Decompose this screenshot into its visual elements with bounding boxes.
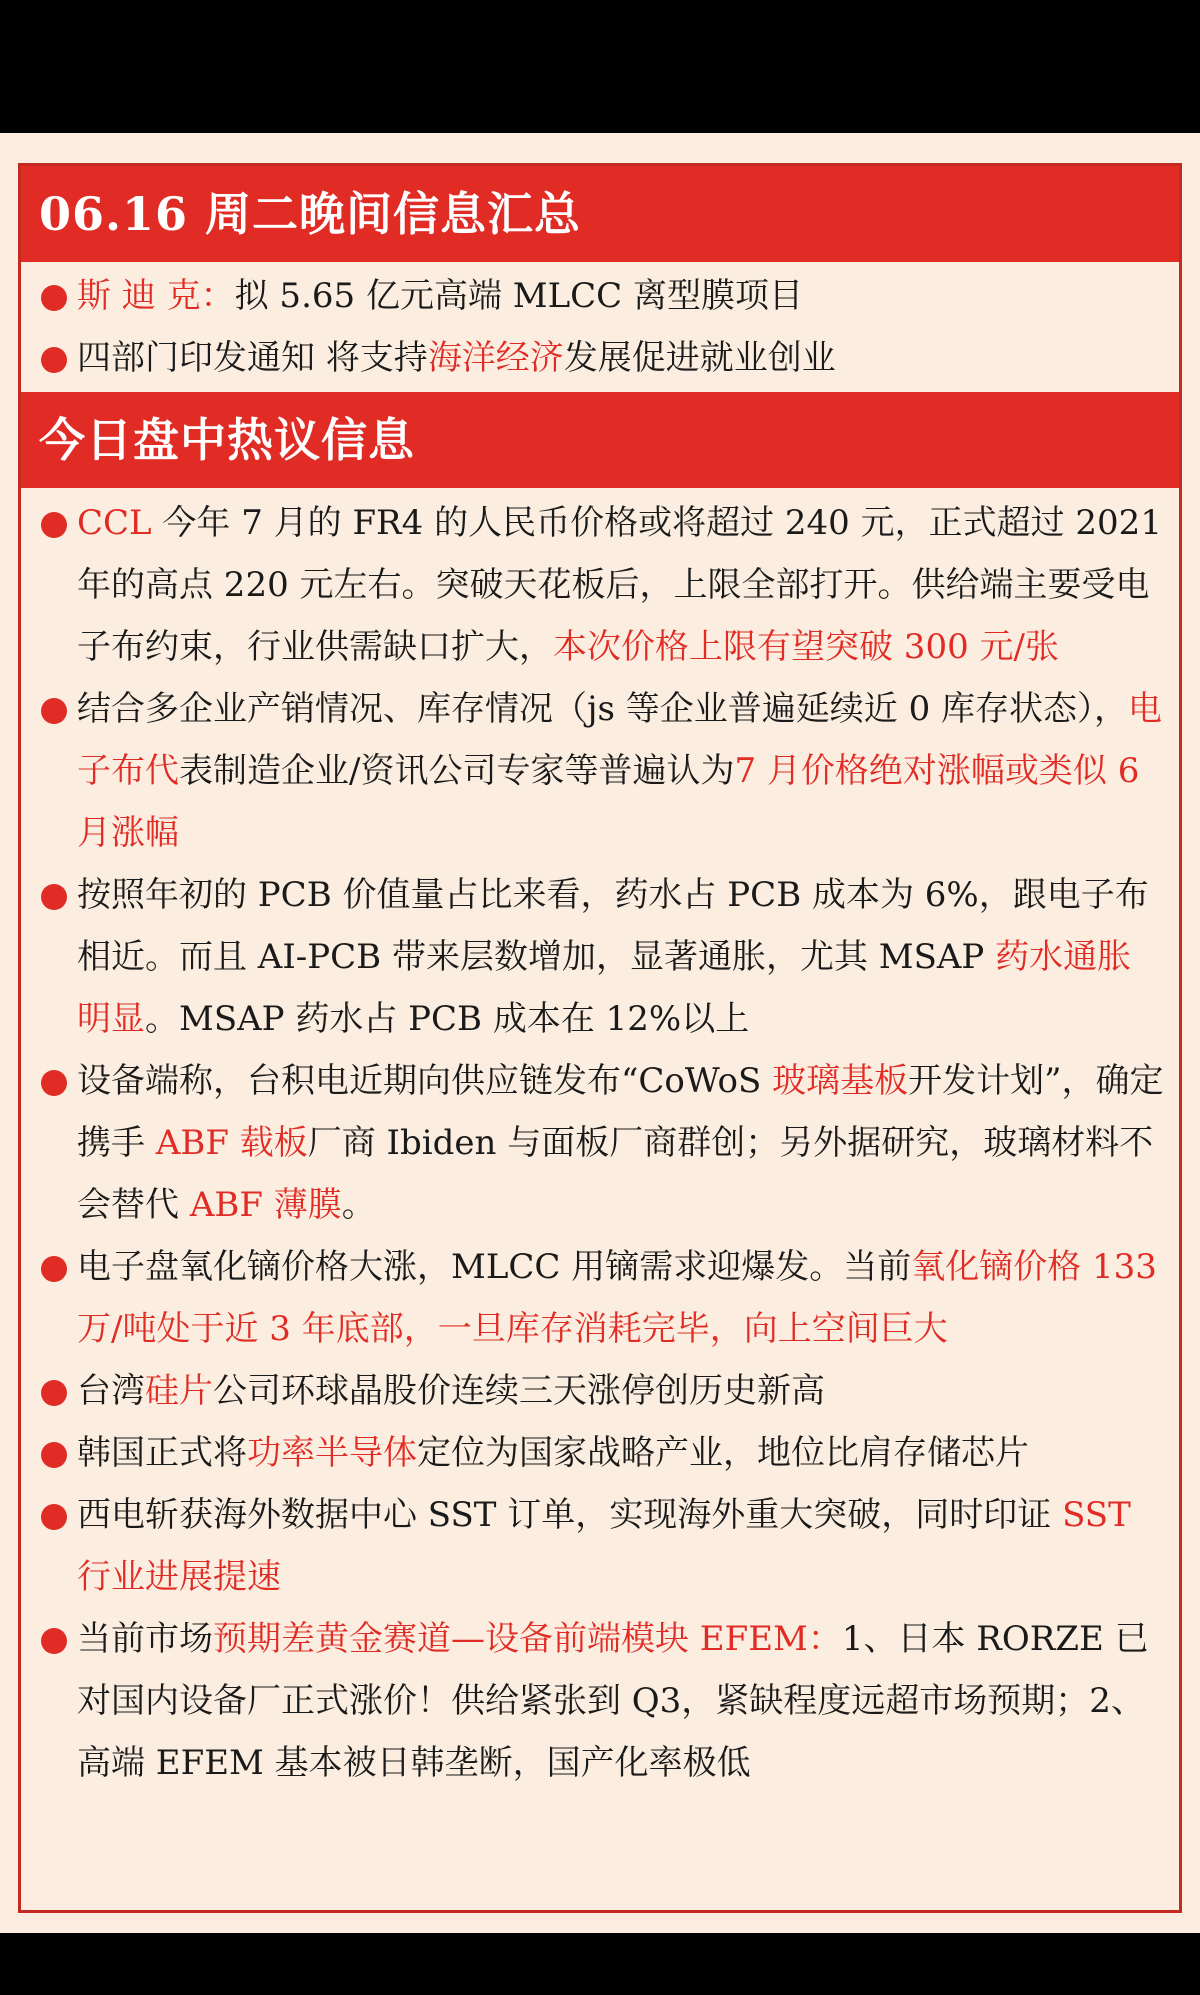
bullet-icon — [41, 1380, 67, 1406]
item-text: 。MSAP 药水占 PCB 成本在 12%以上 — [145, 999, 750, 1039]
item-text: 公司环球晶股价连续三天涨停创历史新高 — [213, 1371, 825, 1411]
company-label: 斯 迪 克： — [77, 276, 235, 316]
highlight-text: 本次价格上限有望突破 300 元/张 — [553, 627, 1059, 667]
list-item — [21, 1484, 1179, 1608]
item-text: 结合多企业产销情况、库存情况（js 等企业普遍延续近 0 库存状态）， — [77, 689, 1129, 729]
bullet-icon — [41, 1256, 67, 1282]
item-text: 厂商 Ibiden 与面板厂商群创；另外据研究，玻璃材料不会替代 — [77, 1123, 1154, 1225]
item-text: 开发计划”，确定携手 — [77, 1061, 1164, 1163]
item-text: 拟 5.65 亿元高端 MLCC 离型膜项目 — [234, 276, 803, 316]
list-item — [21, 1422, 1179, 1484]
list-item — [21, 327, 1179, 389]
item-text: 四部门印发通知 将支持 — [77, 338, 428, 378]
item-text: 当前市场 — [77, 1619, 213, 1659]
list-item — [21, 1236, 1179, 1360]
highlight-text: 预期差黄金赛道—设备前端模块 EFEM： — [213, 1619, 842, 1659]
bullet-icon — [41, 1070, 67, 1096]
item-text: 韩国正式将 — [77, 1433, 247, 1473]
item-text: 定位为国家战略产业，地位比肩存储芯片 — [417, 1433, 1029, 1473]
highlight-text: 功率半导体 — [247, 1433, 417, 1473]
bullet-icon — [41, 285, 67, 311]
list-item — [21, 678, 1179, 864]
item-text: 设备端称，台积电近期向供应链发布“CoWoS — [77, 1061, 773, 1101]
list-item — [21, 864, 1179, 1050]
section-title-evening-summary: 06.16 周二晚间信息汇总 — [21, 166, 1179, 262]
item-text: 。 — [341, 1185, 376, 1225]
list-item — [21, 1360, 1179, 1422]
hot-topics-list — [21, 488, 1179, 1794]
highlight-text: 7 月价格绝对涨幅或类似 6 月涨幅 — [77, 751, 1140, 853]
list-item — [21, 1050, 1179, 1236]
list-item — [21, 1608, 1179, 1794]
bullet-icon — [41, 1442, 67, 1468]
item-text: 西电斩获海外数据中心 SST 订单，实现海外重大突破，同时印证 — [77, 1495, 1063, 1535]
highlight-text: ABF 薄膜 — [189, 1185, 342, 1225]
highlight-text: 玻璃基板 — [772, 1061, 909, 1101]
highlight-text: 电子布代 — [77, 689, 1163, 791]
bullet-icon — [41, 1628, 67, 1654]
bullet-icon — [41, 1504, 67, 1530]
bullet-icon — [41, 698, 67, 724]
item-text: 按照年初的 PCB 价值量占比来看，药水占 PCB 成本为 6%，跟电子布相近。而且 AI-PCB 带来层数增加，显著通胀，尤其 MSAP — [77, 875, 1149, 977]
highlight-text: 海洋经济 — [427, 338, 564, 378]
item-text: 表制造企业/资讯公司专家等普遍认为 — [179, 751, 735, 791]
content-frame — [18, 163, 1182, 1913]
highlight-text: ABF 载板 — [155, 1123, 308, 1163]
highlight-text: 氧化镝价格 133 万/吨处于近 3 年底部，一旦库存消耗完毕，向上空间巨大 — [77, 1247, 1157, 1349]
list-item — [21, 265, 1179, 327]
highlight-text: 硅片 — [145, 1371, 213, 1411]
highlight-text: CCL — [77, 503, 152, 543]
bullet-icon — [41, 347, 67, 373]
list-item — [21, 492, 1179, 678]
item-text: 电子盘氧化镝价格大涨，MLCC 用镝需求迎爆发。当前 — [77, 1247, 912, 1287]
item-text: 台湾 — [77, 1371, 145, 1411]
bullet-icon — [41, 884, 67, 910]
highlight-text: 药水通胀明显 — [77, 937, 1132, 1039]
item-text: 今年 7 月的 FR4 的人民币价格或将超过 240 元，正式超过 2021 年的高点 220 元左右。突破天花板后，上限全部打开。供给端主要受电子布约束，行业供需缺口扩大， — [77, 503, 1162, 667]
item-text: 1、日本 RORZE 已对国内设备厂正式涨价！供给紧张到 Q3，紧缺程度远超市场预期；2、高端 EFEM 基本被日韩垄断，国产化率极低 — [77, 1619, 1149, 1783]
page-background — [0, 133, 1200, 1933]
item-text: 发展促进就业创业 — [563, 338, 836, 378]
highlight-text: SST 行业进展提速 — [77, 1495, 1131, 1597]
evening-news-list — [21, 262, 1179, 392]
bullet-icon — [41, 512, 67, 538]
section-title-hot-topics: 今日盘中热议信息 — [21, 392, 1179, 488]
